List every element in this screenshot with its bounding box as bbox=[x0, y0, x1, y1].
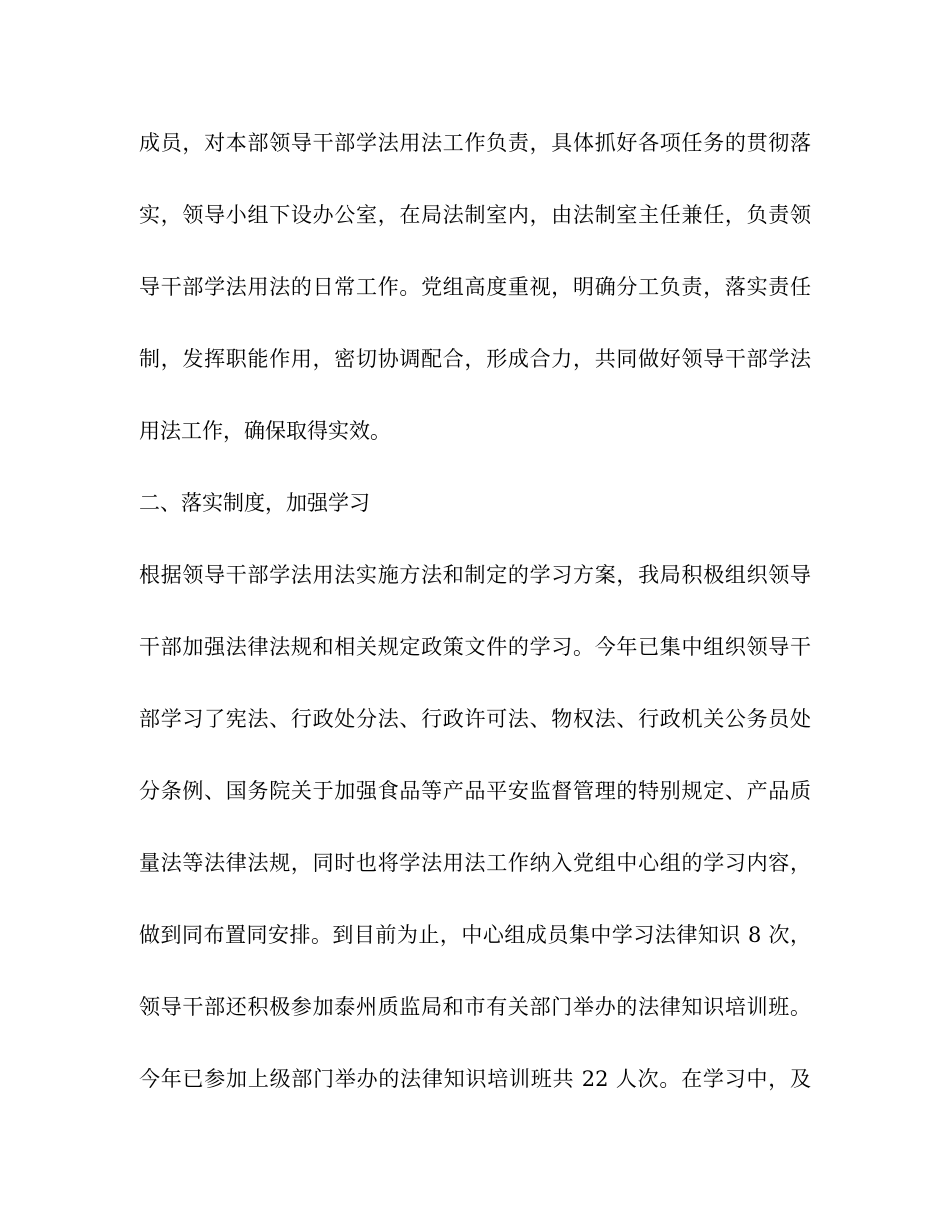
paragraph-2-line-6: 做到同布置同安排。到目前为止，中心组成员集中学习法律知识 8 次， bbox=[139, 923, 811, 947]
paragraph-2-line-3: 部学习了宪法、行政处分法、行政许可法、物权法、行政机关公务员处 bbox=[139, 707, 811, 731]
paragraph-1-line-1: 成员，对本部领导干部学法用法工作负责，具体抓好各项任务的贯彻落 bbox=[139, 131, 811, 155]
paragraph-2-line-4: 分条例、国务院关于加强食品等产品平安监督管理的特别规定、产品质 bbox=[139, 779, 811, 803]
paragraph-2-line-1: 根据领导干部学法用法实施方法和制定的学习方案，我局积极组织领导 bbox=[139, 563, 811, 587]
section-heading: 二、落实制度，加强学习 bbox=[139, 491, 370, 515]
paragraph-2-line-5: 量法等法律法规，同时也将学法用法工作纳入党组中心组的学习内容， bbox=[139, 851, 811, 875]
paragraph-2-line-8: 今年已参加上级部门举办的法律知识培训班共 22 人次。在学习中，及 bbox=[139, 1067, 811, 1091]
paragraph-1-line-3: 导干部学法用法的日常工作。党组高度重视，明确分工负责，落实责任 bbox=[139, 275, 811, 299]
paragraph-2-line-2: 干部加强法律法规和相关规定政策文件的学习。今年已集中组织领导干 bbox=[139, 635, 811, 659]
paragraph-1-line-2: 实，领导小组下设办公室，在局法制室内，由法制室主任兼任，负责领 bbox=[139, 203, 811, 227]
paragraph-1-line-4: 制，发挥职能作用，密切协调配合，形成合力，共同做好领导干部学法 bbox=[139, 347, 811, 371]
paragraph-1-line-5: 用法工作，确保取得实效。 bbox=[139, 419, 391, 443]
paragraph-2-line-7: 领导干部还积极参加泰州质监局和市有关部门举办的法律知识培训班。 bbox=[139, 995, 811, 1019]
